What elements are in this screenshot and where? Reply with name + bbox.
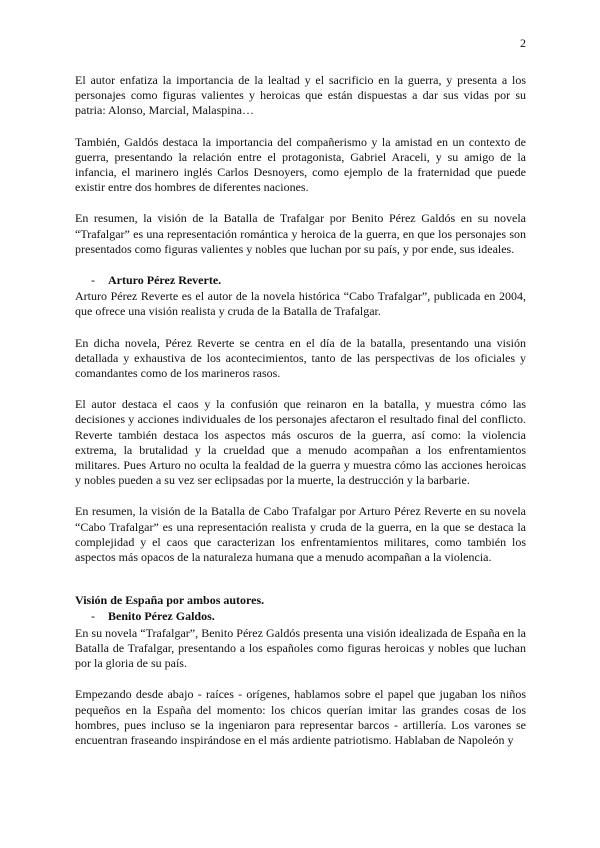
paragraph-companerismo: También, Galdós destaca la importancia del compañerismo y la amistad en un contexto de guerra, presentando la relación entre el protagonista, Gabriel Araceli, y su amigo de la infancia, el marinero inglés Carlos Desnoyers, como ejemplo de la fraternidad que puede existir entre dos hombres de diferentes naciones. [75,134,526,195]
heading-benito-perez-galdos [75,609,526,624]
heading-text: Arturo Pérez Reverte. [108,273,222,288]
heading-text: Benito Pérez Galdos. [108,609,215,624]
paragraph-reverte-caos: El autor destaca el caos y la confusión que reinaron en la batalla, y muestra cómo las decisiones y acciones individuales de los personajes afectaron el resultado final del conflicto. Reverte también destaca los aspectos más oscuros de la guerra, así como: la violencia extrema, la brutalidad y la crueldad que a menudo acompañan a los enfrentamientos militares. Pues Arturo no oculta la fealdad de la guerra y muestra cómo las acciones heroicas y nobles pueden a su vez ser eclipsadas por la muerte, la destrucción y la barbarie. [75,397,526,488]
paragraph-ninos: Empezando desde abajo - raíces - orígenes, hablamos sobre el papel que jugaban los niños pequeños en la España del momento: los chicos querían imitar las grandes cosas de los hombres, pues incluso se la ingeniaron para representar barcos - artillería. Los varones se encuentran fraseando inspirándose en el más ardiente patriotismo. Hablaban de Napoleón y [75,687,526,747]
page-number: 2 [520,36,526,50]
paragraph-reverte-intro: Arturo Pérez Reverte es el autor de la novela histórica “Cabo Trafalgar”, publicada en 2004, que ofrece una visión realista y cruda de la Batalla de Trafalgar. [75,289,526,319]
paragraph-galdos-vision: En su novela “Trafalgar”, Benito Pérez Galdós presenta una visión idealizada de España en la Batalla de Trafalgar, presentando a los españoles como figuras heroicas y nobles que luchan por la gloria de su país. [75,625,526,671]
bullet-dash: - [91,609,95,624]
paragraph-reverte-novela: En dicha novela, Pérez Reverte se centra en el día de la batalla, presentando una visión detallada y exhaustiva de los acontecimientos, tanto de las perspectivas de los oficiales y comandantes como de los marineros rasos. [75,335,526,381]
bullet-dash: - [91,273,95,288]
document-body [75,73,526,748]
section-title-vision-espana: Visión de España por ambos autores. [75,593,265,608]
heading-arturo-perez-reverte [75,273,526,288]
paragraph-resumen-galdos: En resumen, la visión de la Batalla de Trafalgar por Benito Pérez Galdós en su novela “Trafalgar” es una representación romántica y heroica de la guerra, en que los personajes son presentados como figuras valientes y nobles que luchan por su país, y por ende, sus ideales. [75,211,526,256]
paragraph-resumen-reverte: En resumen, la visión de la Batalla de Cabo Trafalgar por Arturo Pérez Reverte en su novela “Cabo Trafalgar” es una representación realista y cruda de la guerra, en la que se destaca la complejidad y el caos que caracterizan los enfrentamientos militares, como también los aspectos más opacos de la naturaleza humana que a menudo acompañan a la violencia. [75,504,526,565]
paragraph-lealtad: El autor enfatiza la importancia de la lealtad y el sacrificio en la guerra, y presenta a los personajes como figuras valientes y heroicas que están dispuestas a dar sus vidas por su patria: Alonso, Marcial, Malaspina… [75,73,526,118]
